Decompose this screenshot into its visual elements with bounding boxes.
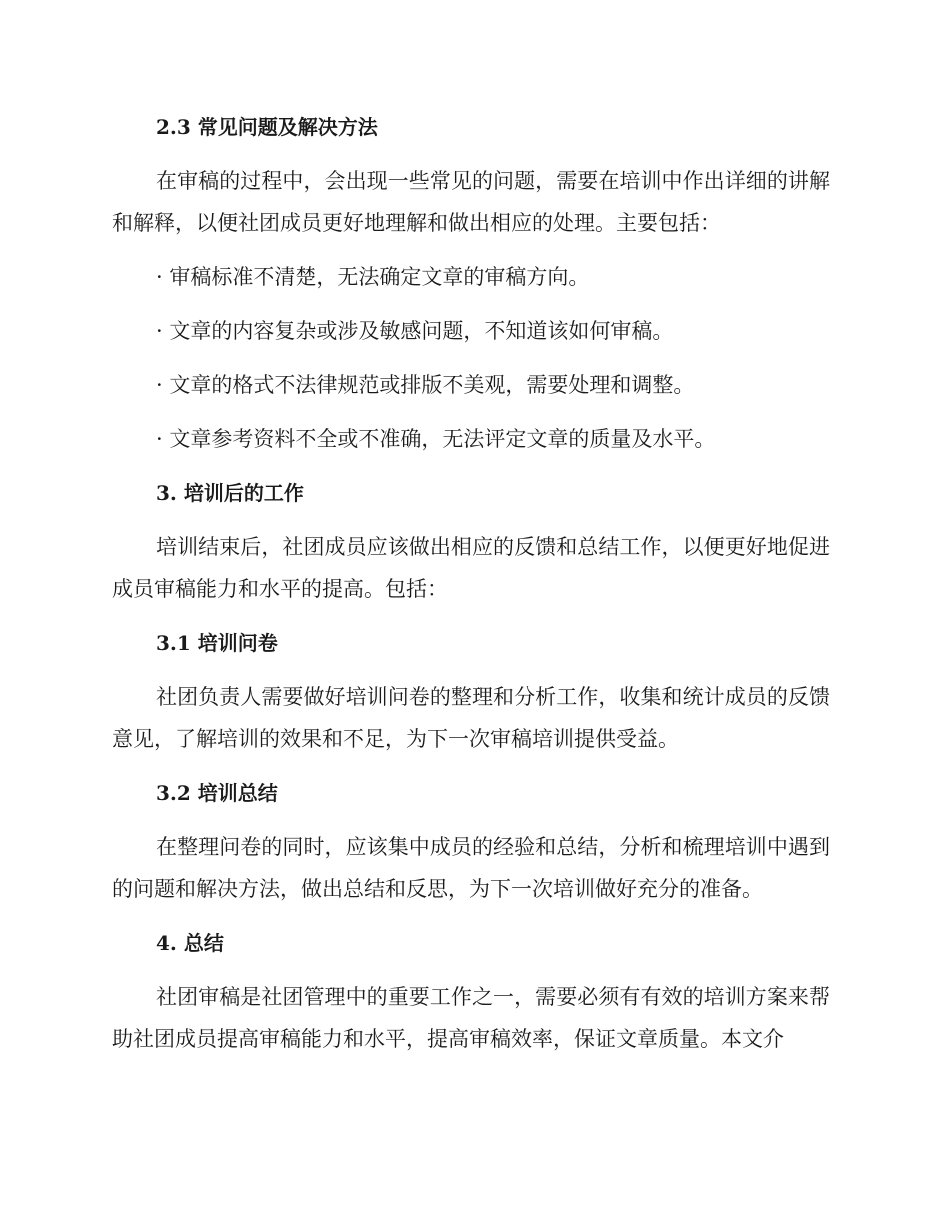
bullet-item: · 文章的格式不法律规范或排版不美观，需要处理和调整。 — [156, 373, 695, 397]
paragraph-conclusion: 社团审稿是社团管理中的重要工作之一，需要必须有有效的培训方案来帮助社团成员提高审稿能力和水平，提高审稿效率，保证文章质量。本文介 — [112, 985, 830, 1051]
bullet-item: · 文章参考资料不全或不准确，无法评定文章的质量及水平。 — [156, 427, 716, 451]
bullet-item: · 审稿标准不清楚，无法确定文章的审稿方向。 — [156, 265, 590, 289]
paragraph-training-summary: 在整理问卷的同时，应该集中成员的经验和总结，分析和梳理培训中遇到的问题和解决方法，做出总结和反思，为下一次培训做好充分的准备。 — [112, 835, 830, 901]
section-heading-3-1: 3.1 培训问卷 — [156, 631, 278, 655]
paragraph-common-issues: 在审稿的过程中，会出现一些常见的问题，需要在培训中作出详细的讲解和解释，以便社团成员更好地理解和做出相应的处理。主要包括： — [112, 169, 830, 235]
bullet-item: · 文章的内容复杂或涉及敏感问题，不知道该如何审稿。 — [156, 319, 674, 343]
section-heading-4: 4. 总结 — [156, 931, 224, 955]
section-heading-3: 3. 培训后的工作 — [156, 481, 304, 505]
paragraph-questionnaire: 社团负责人需要做好培训问卷的整理和分析工作，收集和统计成员的反馈意见，了解培训的效果和不足，为下一次审稿培训提供受益。 — [112, 685, 830, 751]
section-heading-2-3: 2.3 常见问题及解决方法 — [156, 115, 378, 139]
paragraph-after-training: 培训结束后，社团成员应该做出相应的反馈和总结工作，以便更好地促进成员审稿能力和水平的提高。包括： — [112, 535, 830, 601]
section-heading-3-2: 3.2 培训总结 — [156, 781, 278, 805]
